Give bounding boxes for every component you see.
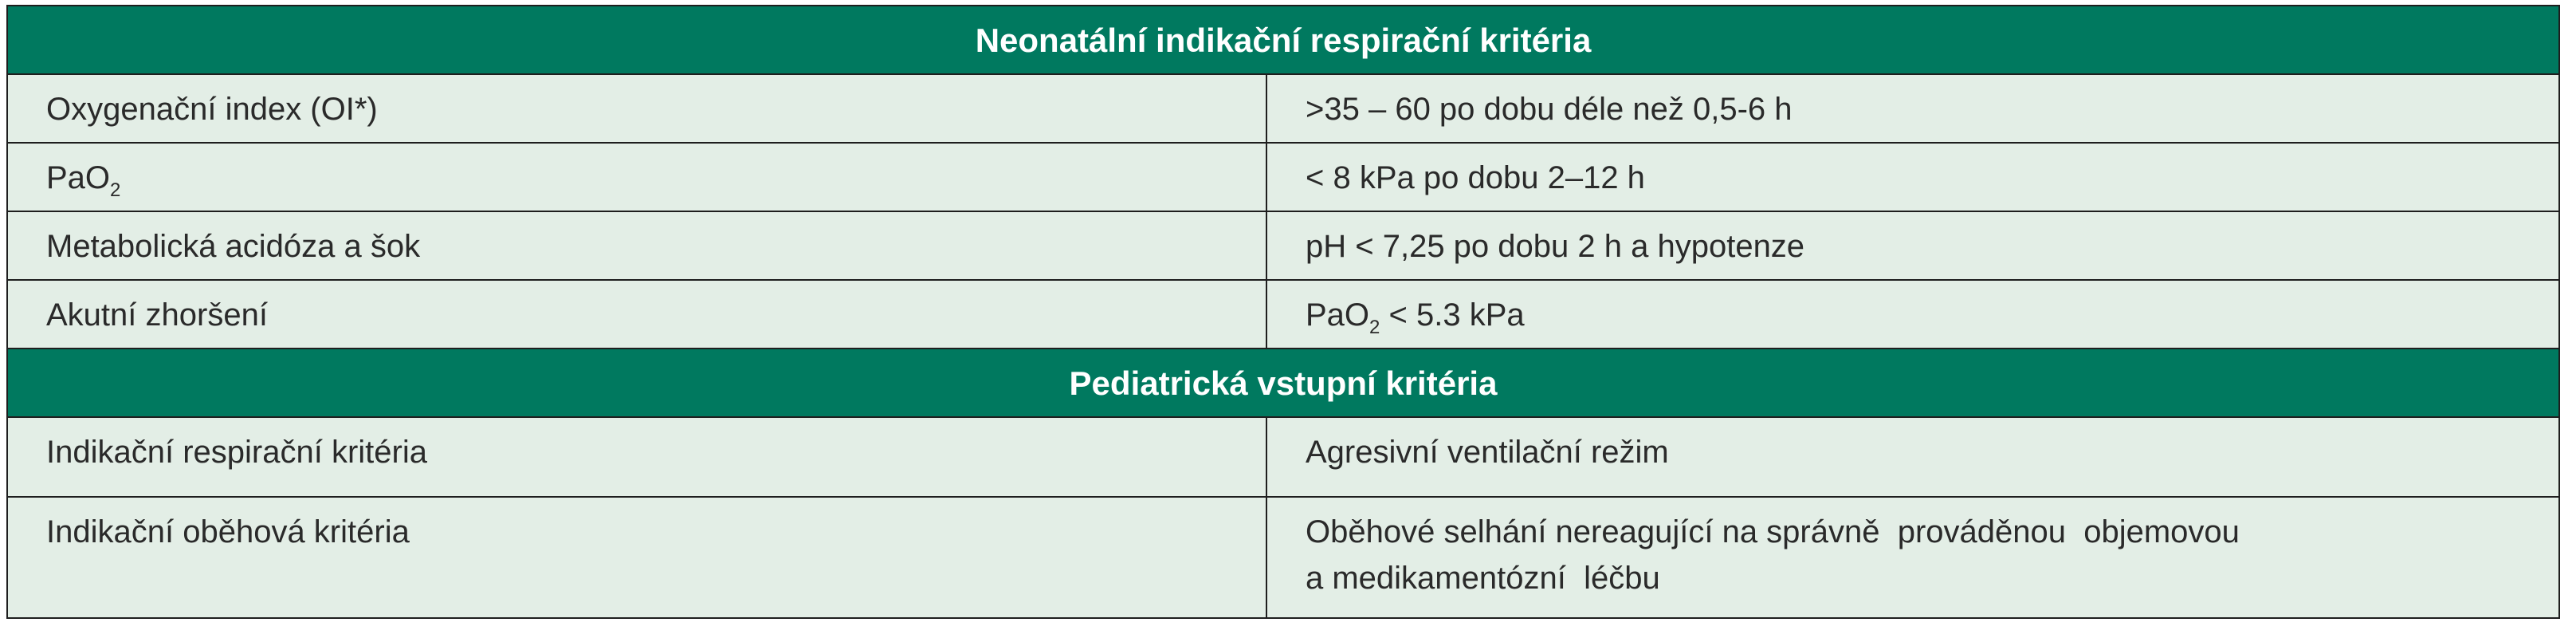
section-header-neonatal: Neonatální indikační respirační kritéria bbox=[8, 6, 2558, 75]
section-header-pediatric: Pediatrická vstupní kritéria bbox=[8, 349, 2558, 418]
criterion-value: < 8 kPa po dobu 2–12 h bbox=[1306, 160, 1645, 195]
criterion-label-text: PaO bbox=[46, 160, 111, 195]
subscript-2: 2 bbox=[110, 179, 121, 201]
criteria-table bbox=[6, 5, 2560, 619]
criterion-value bbox=[1267, 281, 2558, 348]
criterion-label bbox=[8, 144, 1267, 211]
criterion-value: Agresivní ventilační režim bbox=[1306, 435, 1669, 470]
criterion-label: Indikační respirační kritéria bbox=[8, 418, 1267, 496]
table-row bbox=[8, 212, 2558, 281]
subscript-2: 2 bbox=[1369, 317, 1380, 338]
criterion-label: Metabolická acidóza a šok bbox=[8, 212, 1267, 279]
criterion-value-text: < 5.3 kPa bbox=[1380, 297, 1525, 333]
criterion-value bbox=[1267, 498, 2558, 617]
table-row bbox=[8, 144, 2558, 212]
table-row bbox=[8, 75, 2558, 144]
table-row bbox=[8, 281, 2558, 349]
table-row bbox=[8, 418, 2558, 498]
criterion-value-text: PaO bbox=[1306, 297, 1370, 333]
criterion-value: pH < 7,25 po dobu 2 h a hypotenze bbox=[1306, 229, 1805, 264]
criterion-label: Oxygenační index (OI*) bbox=[8, 75, 1267, 142]
criterion-label: Akutní zhoršení bbox=[8, 281, 1267, 348]
criterion-value-line: Oběhové selhání nereagující na správně prováděnou objemovou bbox=[1306, 514, 2240, 549]
table-row bbox=[8, 498, 2558, 617]
criterion-label: Indikační oběhová kritéria bbox=[8, 498, 1267, 617]
criterion-value-line: a medikamentózní léčbu bbox=[1306, 561, 1660, 596]
criterion-value: >35 – 60 po dobu déle než 0,5-6 h bbox=[1306, 92, 1793, 127]
